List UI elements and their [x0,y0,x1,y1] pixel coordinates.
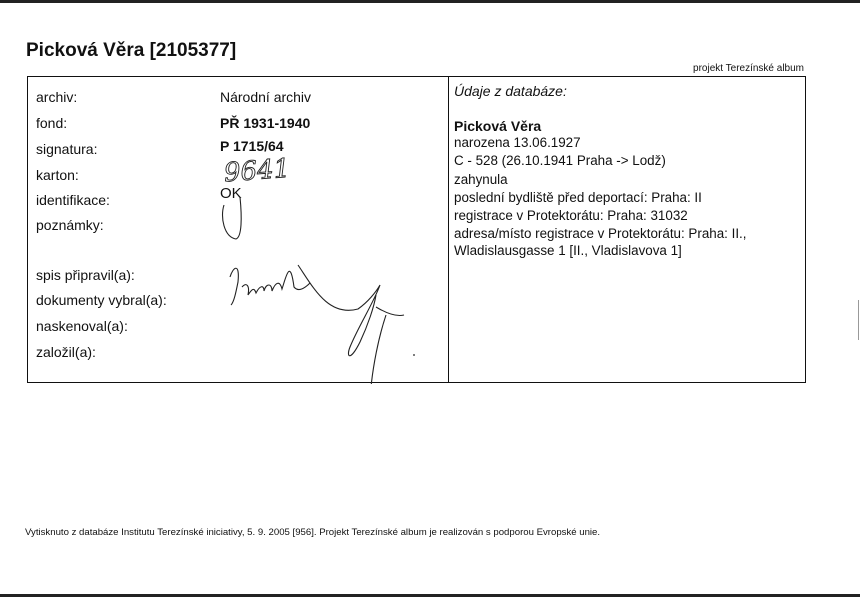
field-label-naskenoval: naskenoval(a): [36,318,128,334]
signature-stroke [298,265,404,384]
database-heading: Údaje z databáze: [454,83,567,99]
field-value-signatura: P 1715/64 [220,138,284,154]
database-line-registration: registrace v Protektorátu: Praha: 31032 [454,208,688,223]
scan-edge-mark [858,300,859,340]
database-line-fate: zahynula [454,172,508,187]
field-label-fond: fond: [36,115,68,131]
check-mark-icon [223,197,242,239]
field-label-dokumenty-vybral: dokumenty vybral(a): [36,292,167,308]
database-line-address-cont: Wladislausgasse 1 [II., Vladislavova 1] [454,243,682,258]
footer-note: Vytisknuto z databáze Institutu Terezínské iniciativy, 5. 9. 2005 [956]. Projekt Terezínské album je realizován s podporou Evropské unie. [25,527,601,538]
field-label-archiv: archiv: [36,89,78,105]
field-label-signatura: signatura: [36,141,98,157]
database-line-address: adresa/místo registrace v Protektorátu: Praha: II., [454,226,747,241]
project-label: projekt Terezínské album [693,63,804,74]
field-value-archiv: Národní archiv [220,89,312,105]
column-divider [448,77,449,382]
page-title: Picková Věra [2105377] [26,40,237,61]
record-card [27,76,806,383]
field-label-identifikace: identifikace: [36,192,110,208]
field-label-zalozil: založil(a): [36,344,96,360]
field-label-spis-pripravil: spis připravil(a): [36,267,135,283]
field-label-poznamky: poznámky: [36,217,104,233]
field-value-fond: PŘ 1931-1940 [220,115,311,131]
database-line-birth: narozena 13.06.1927 [454,135,581,150]
database-person-name: Picková Věra [454,118,542,134]
signature-scribble [230,268,310,305]
karton-handwritten: 9641 [222,153,292,189]
field-value-identifikace: OK [220,185,242,202]
ink-dot [413,354,415,356]
scan-edge-top [0,0,860,3]
database-line-last-residence: poslední bydliště před deportací: Praha: II [454,190,702,205]
database-line-transport: C - 528 (26.10.1941 Praha -> Lodž) [454,153,666,168]
field-label-karton: karton: [36,167,79,183]
